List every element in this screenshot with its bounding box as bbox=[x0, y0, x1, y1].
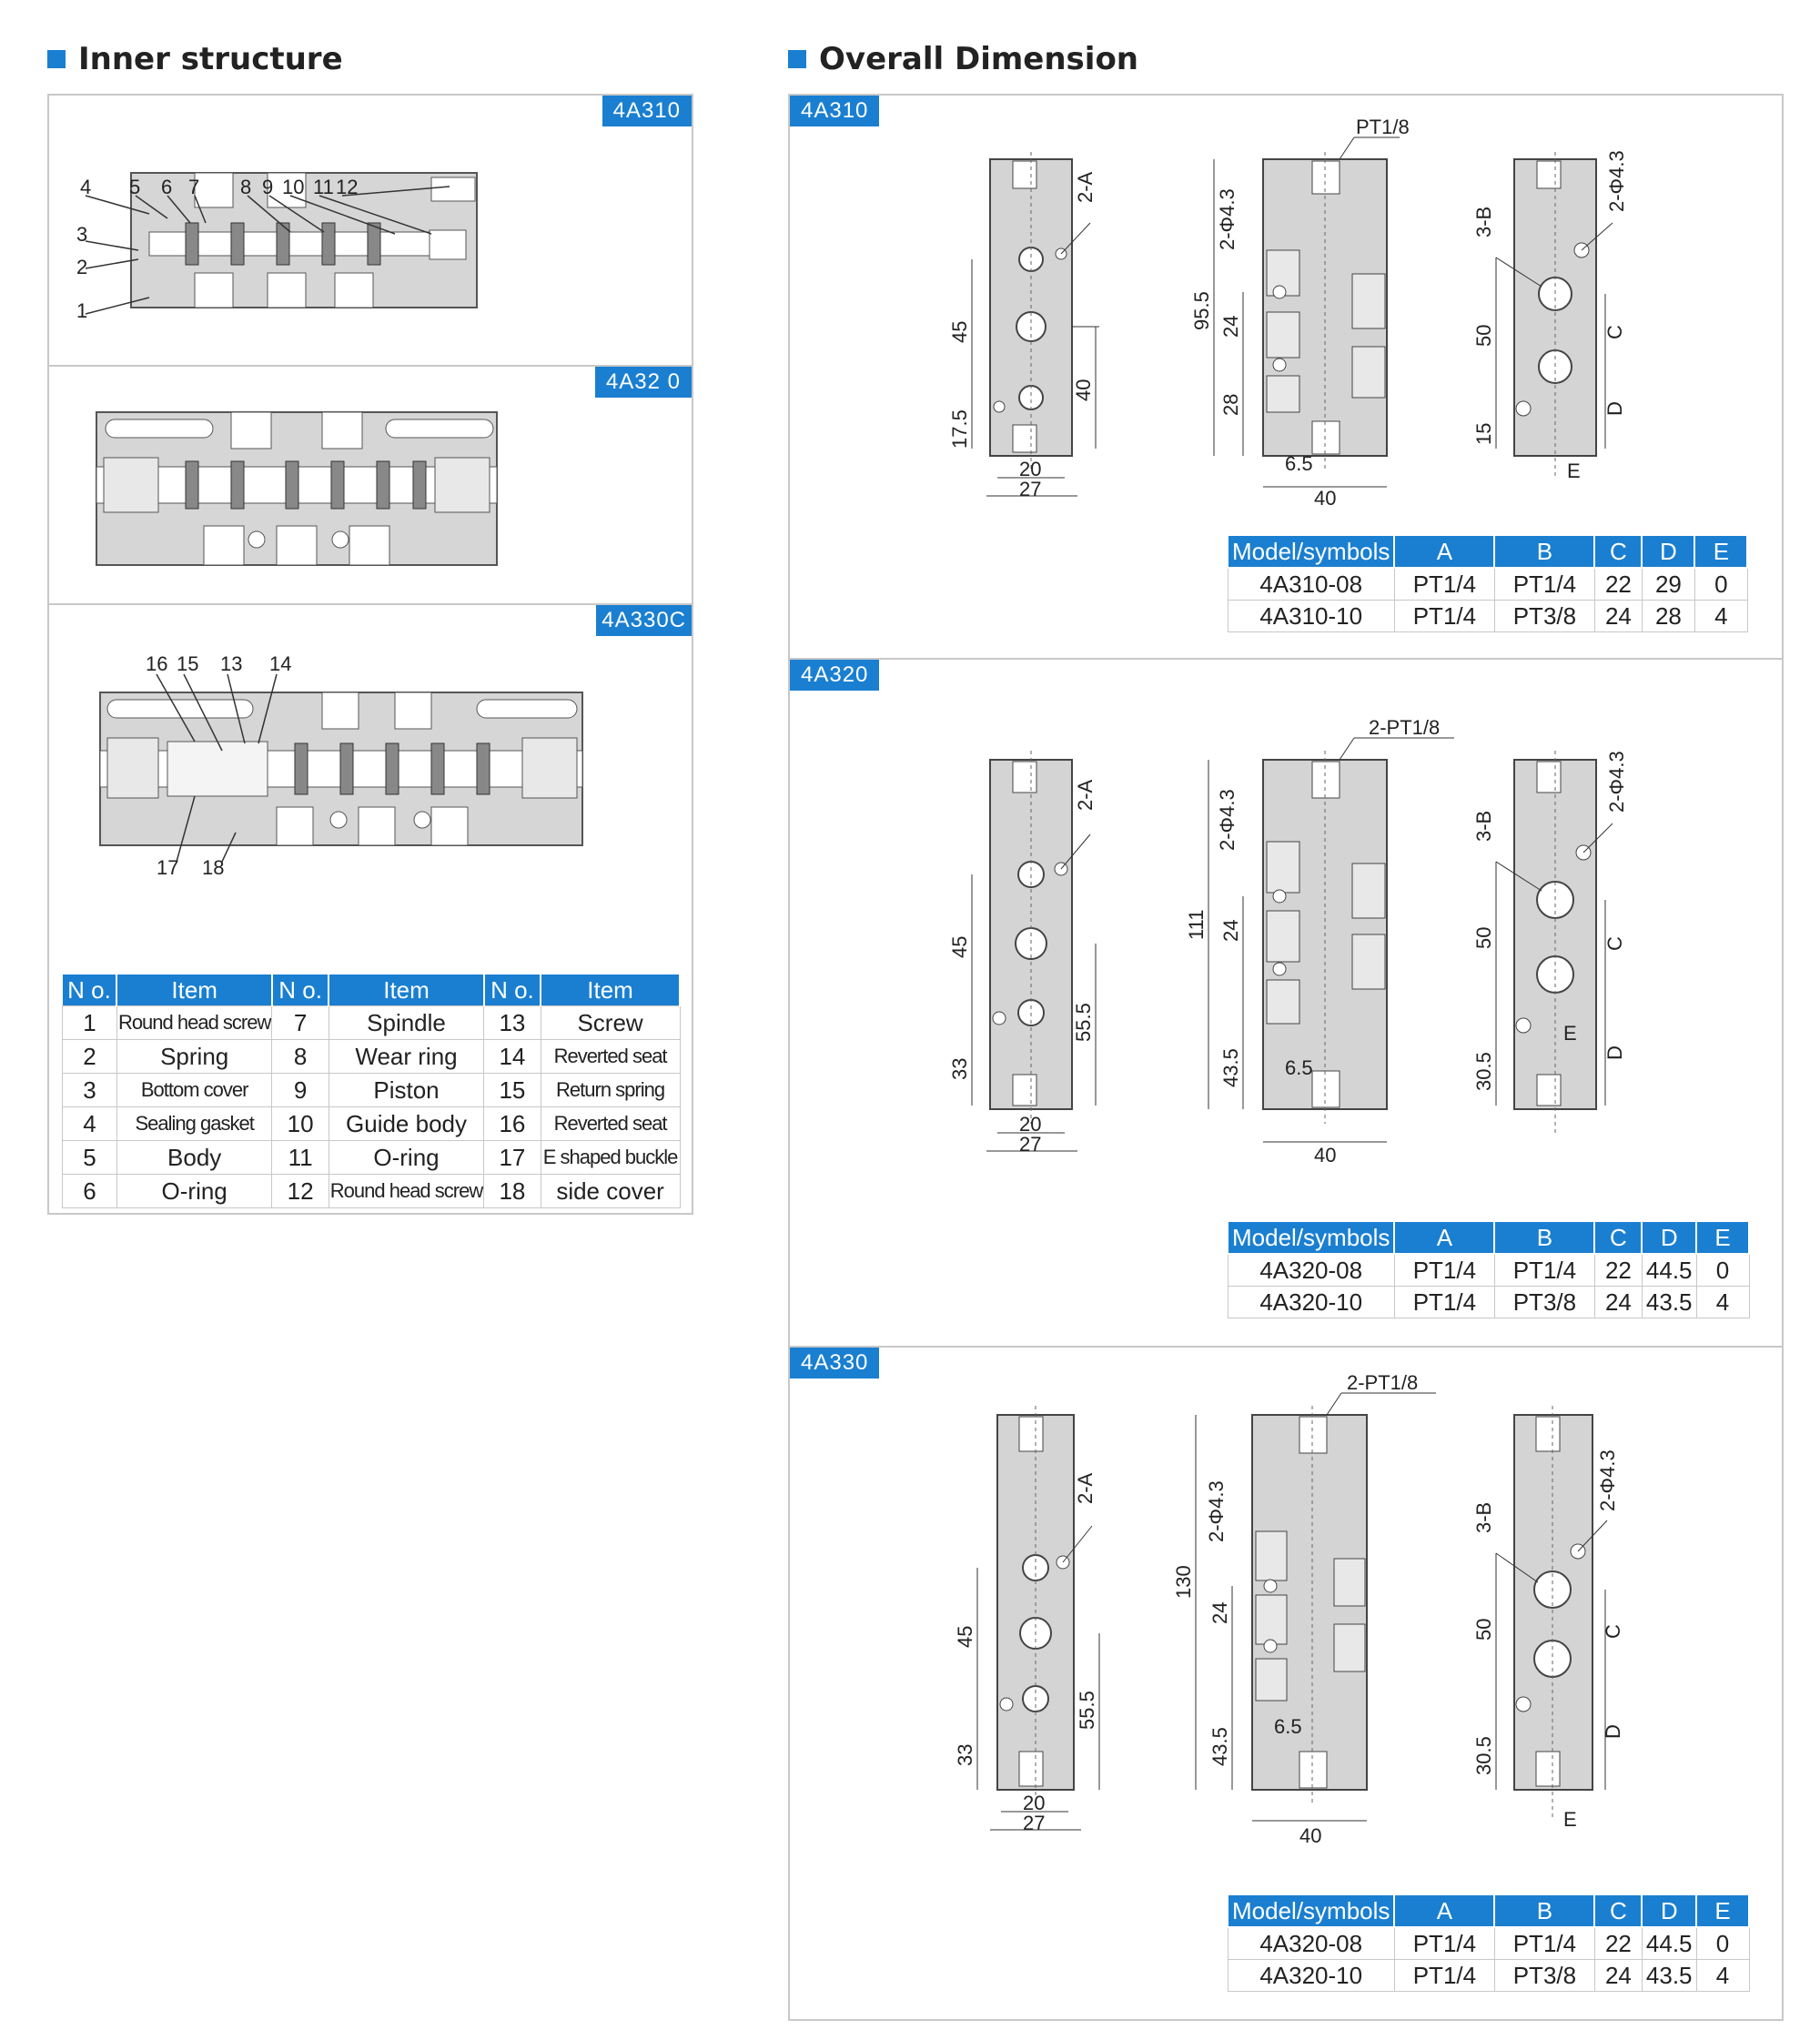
table-cell: Sealing gasket bbox=[116, 1107, 271, 1141]
col-header: Model/symbols bbox=[1228, 535, 1394, 568]
dim-label: D bbox=[1602, 1724, 1624, 1739]
dim-label: 2-Φ4.3 bbox=[1596, 1449, 1619, 1511]
dim-value: 95.5 bbox=[1190, 291, 1213, 330]
dim-value: 30.5 bbox=[1472, 1736, 1495, 1775]
overall-dimension-heading bbox=[788, 36, 1138, 82]
model-table-header bbox=[1228, 1221, 1749, 1254]
table-cell: 6 bbox=[63, 1175, 117, 1208]
table-cell: PT1/4 bbox=[1494, 1254, 1594, 1287]
col-header: C bbox=[1594, 535, 1642, 568]
callout-1: 1 bbox=[76, 299, 88, 322]
table-cell: 24 bbox=[1594, 1287, 1642, 1318]
dimension-section-4a330 bbox=[790, 1348, 1782, 2019]
table-cell: 10 bbox=[272, 1107, 329, 1141]
parts-table-header bbox=[63, 975, 681, 1006]
table-cell: O-ring bbox=[116, 1175, 271, 1208]
panel-tag-4a320: 4A32 0 bbox=[595, 367, 692, 398]
dim-label: D bbox=[1603, 1045, 1626, 1060]
table-cell: 7 bbox=[272, 1006, 329, 1040]
table-cell: PT1/4 bbox=[1394, 601, 1494, 632]
dim-value: 40 bbox=[1314, 1144, 1337, 1166]
panel-tag-4a310: 4A310 bbox=[602, 96, 692, 126]
overall-dimension-title: Overall Dimension bbox=[819, 41, 1139, 77]
table-cell: PT1/4 bbox=[1394, 1287, 1494, 1318]
table-cell: side cover bbox=[541, 1175, 680, 1208]
table-cell: 29 bbox=[1642, 568, 1694, 601]
table-cell: 18 bbox=[484, 1175, 541, 1208]
table-row bbox=[63, 1006, 681, 1040]
col-header: B bbox=[1494, 1221, 1594, 1254]
table-cell: Round head screw bbox=[116, 1006, 271, 1040]
col-header: D bbox=[1642, 1894, 1696, 1927]
table-cell: Wear ring bbox=[329, 1040, 483, 1074]
callout-10: 10 bbox=[282, 176, 305, 198]
table-cell: 12 bbox=[272, 1175, 329, 1208]
table-cell: 43.5 bbox=[1642, 1960, 1696, 1992]
dim-value: 6.5 bbox=[1285, 1056, 1313, 1079]
table-cell: 13 bbox=[484, 1006, 541, 1040]
col-header: N o. bbox=[63, 975, 117, 1006]
section-tag-4a320: 4A320 bbox=[790, 660, 879, 691]
dim-value: 24 bbox=[1219, 919, 1242, 942]
table-row bbox=[63, 1141, 681, 1175]
table-cell: 22 bbox=[1594, 568, 1642, 601]
section-tag-4a310: 4A310 bbox=[790, 96, 879, 126]
callout-17: 17 bbox=[157, 856, 179, 878]
table-cell: PT1/4 bbox=[1494, 1927, 1594, 1960]
table-cell: 44.5 bbox=[1642, 1927, 1696, 1960]
table-cell: Return spring bbox=[541, 1074, 680, 1107]
inner-structure-heading bbox=[47, 36, 343, 82]
dim-label: 3-B bbox=[1472, 810, 1495, 842]
table-cell: 9 bbox=[272, 1074, 329, 1107]
valve-section-4a310 bbox=[49, 96, 692, 365]
table-cell: 17 bbox=[484, 1141, 541, 1175]
table-cell: 4A320-08 bbox=[1228, 1927, 1394, 1960]
dim-value: 27 bbox=[1019, 478, 1042, 500]
table-cell: 4A310-08 bbox=[1228, 568, 1394, 601]
model-table-4a310 bbox=[1227, 534, 1748, 632]
dim-value: 130 bbox=[1172, 1565, 1195, 1599]
callout-3: 3 bbox=[76, 223, 88, 246]
dim-value: 20 bbox=[1023, 1792, 1046, 1814]
dim-value: 50 bbox=[1472, 926, 1495, 949]
table-row bbox=[1228, 568, 1747, 601]
dim-value: 55.5 bbox=[1076, 1691, 1098, 1730]
dim-label: E bbox=[1563, 1808, 1577, 1831]
col-header: Item bbox=[116, 975, 271, 1006]
dim-label: 2-Φ4.3 bbox=[1216, 188, 1239, 250]
col-header: C bbox=[1594, 1894, 1642, 1927]
callout-4: 4 bbox=[80, 176, 92, 198]
dim-value: 33 bbox=[954, 1743, 976, 1766]
col-header: Model/symbols bbox=[1228, 1221, 1394, 1254]
dim-label: PT1/8 bbox=[1356, 116, 1410, 138]
table-cell: PT1/4 bbox=[1394, 1927, 1494, 1960]
table-cell: Screw bbox=[541, 1006, 680, 1040]
table-cell: Guide body bbox=[329, 1107, 483, 1141]
table-row bbox=[1228, 1960, 1749, 1992]
dim-label: 2-Φ4.3 bbox=[1605, 751, 1628, 813]
dim-value: 6.5 bbox=[1274, 1715, 1302, 1738]
table-cell: PT1/4 bbox=[1394, 1254, 1494, 1287]
table-cell: 5 bbox=[63, 1141, 117, 1175]
inner-structure-frame bbox=[47, 94, 693, 1215]
table-row bbox=[1228, 1254, 1749, 1287]
col-header: N o. bbox=[272, 975, 329, 1006]
dim-value: 28 bbox=[1219, 393, 1242, 416]
valve-section-4a330c bbox=[49, 605, 692, 878]
col-header: D bbox=[1642, 1221, 1696, 1254]
dim-label: 2-PT1/8 bbox=[1347, 1371, 1419, 1394]
dim-value: 33 bbox=[948, 1057, 971, 1080]
table-cell: 4A320-08 bbox=[1228, 1254, 1394, 1287]
table-cell: 28 bbox=[1642, 601, 1694, 632]
col-header: N o. bbox=[484, 975, 541, 1006]
dim-label: E bbox=[1563, 1022, 1577, 1045]
col-header: A bbox=[1394, 1221, 1494, 1254]
table-cell: 2 bbox=[63, 1040, 117, 1074]
table-cell: 4 bbox=[1696, 1287, 1749, 1318]
table-cell: 15 bbox=[484, 1074, 541, 1107]
table-cell: 0 bbox=[1696, 1927, 1749, 1960]
col-header: D bbox=[1642, 535, 1694, 568]
table-cell: 4 bbox=[1694, 601, 1747, 632]
col-header: C bbox=[1594, 1221, 1642, 1254]
dim-label: 2-A bbox=[1074, 779, 1097, 811]
table-cell: 44.5 bbox=[1642, 1254, 1696, 1287]
panel-tag-4a330c: 4A330C bbox=[596, 605, 692, 636]
col-header: A bbox=[1394, 1894, 1494, 1927]
table-cell: 4A320-10 bbox=[1228, 1287, 1394, 1318]
dim-value: 6.5 bbox=[1285, 452, 1313, 475]
table-cell: Piston bbox=[329, 1074, 483, 1107]
valve-section-4a320 bbox=[49, 367, 692, 603]
table-row bbox=[1228, 1927, 1749, 1960]
table-row bbox=[1228, 601, 1747, 632]
dim-value: 55.5 bbox=[1072, 1003, 1095, 1042]
callout-13: 13 bbox=[220, 652, 243, 675]
table-cell: 4 bbox=[1696, 1960, 1749, 1992]
model-table-header bbox=[1228, 535, 1747, 568]
dimension-section-4a310 bbox=[790, 96, 1782, 658]
table-cell: 24 bbox=[1594, 601, 1642, 632]
dim-value: 20 bbox=[1019, 458, 1042, 480]
table-cell: 11 bbox=[272, 1141, 329, 1175]
dim-label: 2-Φ4.3 bbox=[1605, 150, 1628, 212]
dim-value: 20 bbox=[1019, 1113, 1042, 1136]
dim-value: 40 bbox=[1072, 379, 1095, 401]
table-cell: 8 bbox=[272, 1040, 329, 1074]
table-cell: 0 bbox=[1694, 568, 1747, 601]
model-table-4a330 bbox=[1227, 1894, 1750, 1992]
table-cell: PT3/8 bbox=[1494, 1287, 1594, 1318]
table-row bbox=[63, 1175, 681, 1208]
callout-6: 6 bbox=[161, 176, 173, 198]
callout-14: 14 bbox=[269, 652, 292, 675]
dim-label: C bbox=[1603, 325, 1626, 339]
dim-label: C bbox=[1603, 936, 1626, 951]
table-cell: PT3/8 bbox=[1494, 601, 1594, 632]
table-cell: PT1/4 bbox=[1394, 1960, 1494, 1992]
table-row bbox=[1228, 1287, 1749, 1318]
table-cell: 16 bbox=[484, 1107, 541, 1141]
dim-label: 2-Φ4.3 bbox=[1205, 1480, 1228, 1542]
dim-value: 24 bbox=[1208, 1601, 1231, 1624]
table-row bbox=[63, 1040, 681, 1074]
dimension-section-4a320 bbox=[790, 660, 1782, 1346]
dim-value: 27 bbox=[1023, 1812, 1046, 1834]
col-header: Model/symbols bbox=[1228, 1894, 1394, 1927]
dim-value: 15 bbox=[1472, 422, 1495, 445]
dim-label: 2-A bbox=[1074, 171, 1097, 203]
callout-5: 5 bbox=[129, 176, 141, 198]
callout-2: 2 bbox=[76, 256, 88, 278]
callout-18: 18 bbox=[202, 856, 225, 878]
dim-value: 40 bbox=[1314, 487, 1337, 510]
table-cell: Spring bbox=[116, 1040, 271, 1074]
col-header: Item bbox=[329, 975, 483, 1006]
table-cell: 22 bbox=[1594, 1927, 1642, 1960]
callout-7: 7 bbox=[188, 176, 200, 198]
dim-label: 3-B bbox=[1472, 206, 1495, 237]
dim-value: 24 bbox=[1219, 315, 1242, 338]
table-cell: 3 bbox=[63, 1074, 117, 1107]
dim-value: 43.5 bbox=[1208, 1727, 1231, 1766]
dim-value: 45 bbox=[948, 320, 971, 343]
model-table-4a320 bbox=[1227, 1220, 1750, 1318]
table-cell: E shaped buckle bbox=[541, 1141, 680, 1175]
dim-label: 3-B bbox=[1472, 1501, 1495, 1533]
table-cell: Reverted seat bbox=[541, 1107, 680, 1141]
dim-label: D bbox=[1603, 401, 1626, 416]
table-cell: PT1/4 bbox=[1394, 568, 1494, 601]
table-cell: 14 bbox=[484, 1040, 541, 1074]
section-tag-4a330: 4A330 bbox=[790, 1348, 879, 1379]
col-header: B bbox=[1494, 1894, 1594, 1927]
dim-label: C bbox=[1602, 1624, 1624, 1639]
table-cell: Reverted seat bbox=[541, 1040, 680, 1074]
col-header: A bbox=[1394, 535, 1494, 568]
table-cell: 4A320-10 bbox=[1228, 1960, 1394, 1992]
dim-label: 2-PT1/8 bbox=[1369, 716, 1441, 739]
dim-label: 2-A bbox=[1074, 1472, 1097, 1504]
callout-11: 11 bbox=[313, 176, 334, 198]
table-cell: O-ring bbox=[329, 1141, 483, 1175]
table-row bbox=[63, 1107, 681, 1141]
callout-12: 12 bbox=[336, 176, 359, 198]
heading-marker-icon bbox=[47, 50, 66, 68]
table-cell: 0 bbox=[1696, 1254, 1749, 1287]
dim-value: 17.5 bbox=[948, 409, 971, 449]
dim-value: 27 bbox=[1019, 1133, 1042, 1156]
dim-label: E bbox=[1567, 460, 1581, 482]
col-header: B bbox=[1494, 535, 1594, 568]
callout-9: 9 bbox=[262, 176, 274, 198]
model-table-header bbox=[1228, 1894, 1749, 1927]
heading-marker-icon bbox=[788, 50, 806, 68]
table-cell: Round head screw bbox=[329, 1175, 483, 1208]
table-cell: Body bbox=[116, 1141, 271, 1175]
table-cell: 1 bbox=[63, 1006, 117, 1040]
col-header: E bbox=[1696, 1221, 1749, 1254]
table-cell: PT1/4 bbox=[1494, 568, 1594, 601]
col-header: E bbox=[1694, 535, 1747, 568]
dim-value: 111 bbox=[1185, 909, 1208, 940]
dim-value: 30.5 bbox=[1472, 1052, 1495, 1091]
dim-value: 45 bbox=[954, 1625, 976, 1648]
dim-value: 45 bbox=[948, 935, 971, 958]
table-cell: 4A310-10 bbox=[1228, 601, 1394, 632]
dim-label: 2-Φ4.3 bbox=[1216, 789, 1239, 851]
dim-value: 50 bbox=[1472, 324, 1495, 347]
table-cell: Bottom cover bbox=[116, 1074, 271, 1107]
callout-16: 16 bbox=[146, 652, 168, 675]
callout-8: 8 bbox=[240, 176, 252, 198]
table-cell: 24 bbox=[1594, 1960, 1642, 1992]
parts-table bbox=[62, 975, 681, 1208]
table-cell: 4 bbox=[63, 1107, 117, 1141]
dim-value: 43.5 bbox=[1219, 1048, 1242, 1087]
col-header: E bbox=[1696, 1894, 1749, 1927]
dim-value: 40 bbox=[1299, 1824, 1322, 1847]
table-cell: PT3/8 bbox=[1494, 1960, 1594, 1992]
table-cell: 43.5 bbox=[1642, 1287, 1696, 1318]
callout-15: 15 bbox=[177, 652, 199, 675]
inner-structure-title: Inner structure bbox=[78, 41, 343, 77]
table-cell: Spindle bbox=[329, 1006, 483, 1040]
overall-dimension-frame bbox=[788, 94, 1784, 2021]
table-cell: 22 bbox=[1594, 1254, 1642, 1287]
dim-value: 50 bbox=[1472, 1618, 1495, 1641]
col-header: Item bbox=[541, 975, 680, 1006]
table-row bbox=[63, 1074, 681, 1107]
